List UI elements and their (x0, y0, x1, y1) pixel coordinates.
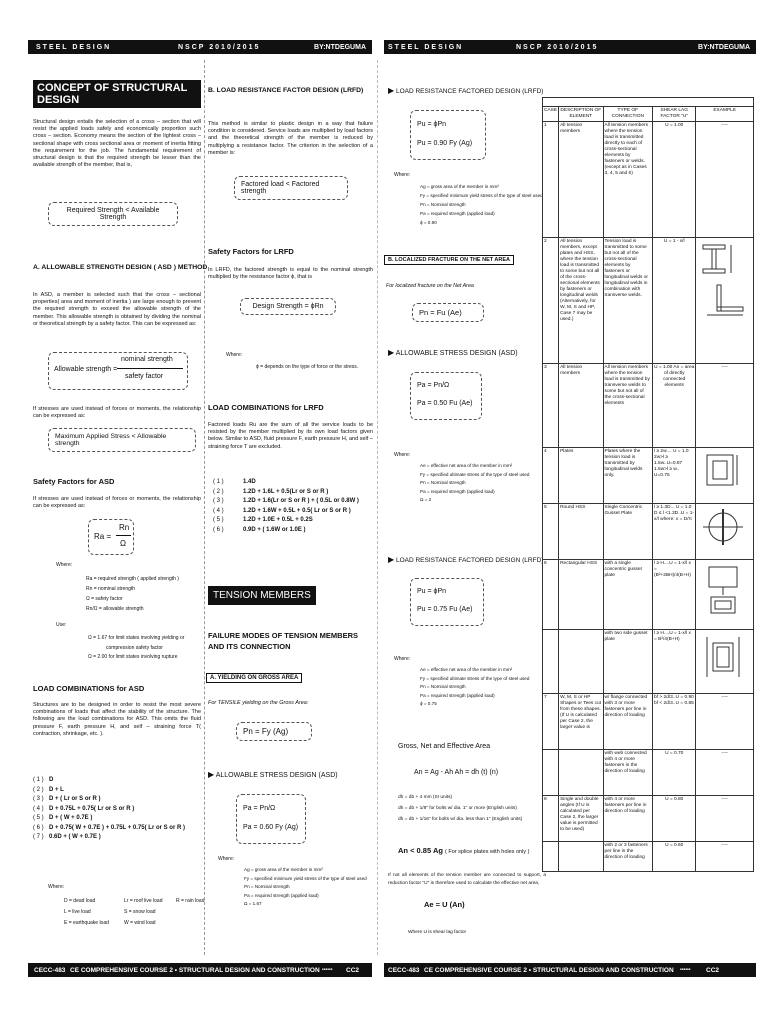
lrfd-combo: ( 4 ) 1.2D + 1.6W + 0.5L + 0.5( Lr or S or R ) (213, 507, 351, 514)
table-row (543, 750, 754, 796)
table-cell: 6 (543, 560, 559, 630)
loads-where: Where: (48, 884, 65, 890)
where-item: Rn = nominal strength (86, 586, 136, 592)
pu3-where-item: Fy = specified ultimate stress of the type of steel used (420, 675, 530, 681)
yield-text: For TENSILE yielding on the Gross Area: (208, 700, 309, 706)
lc-asd-text: Structures are to be designed in order to resist the most severe combinations of loads that affect the stability of the structure. The following are the load combinations for ASD. This omits the fluid pressure F, earth pressure H, and self – straining force T( contraction, shrinkage, etc. ). (33, 702, 201, 737)
table-cell: U = 0.80 (653, 796, 696, 842)
footer-dots: •••••• (322, 967, 333, 973)
gross-net-title: Gross, Net and Effective Area (398, 743, 491, 750)
fraction-bar (116, 535, 131, 536)
load-legend-item (176, 907, 216, 918)
table-row (543, 504, 754, 560)
fracture-tag: B. LOCALIZED FRACTURE ON THE NET AREA (384, 255, 514, 265)
shear-lag-table (542, 97, 754, 872)
pu-formula: Pu = 0.90 Fy (Ag) (417, 140, 473, 147)
where-label: Where: (56, 562, 73, 568)
table-cell: with 4 or more fasteners per line in direction of loading (603, 796, 653, 842)
pa3-where-list (420, 462, 529, 505)
table-cell: 4 (543, 448, 559, 504)
load-legend-item (176, 918, 216, 929)
an-limit-note: ( For splice plates with holes only ) (445, 849, 530, 855)
ra-denominator: Ω (120, 539, 126, 548)
allowable-lhs: Allowable strength = (54, 366, 118, 373)
table-cell: 2 (543, 238, 559, 364)
footer-course: CE COMPREHENSIVE COURSE 2 • STRUCTURAL DESIGN AND CONSTRUCTION (70, 966, 320, 974)
ra-numerator: Rn (119, 523, 130, 532)
pa-where-item: Ω = 1.67 (244, 901, 262, 906)
load-legend-item: E = earthquake load (64, 920, 109, 926)
table-header: SHEAR LAG FACTOR "U" (653, 107, 696, 122)
table-cell: All tension members (559, 122, 603, 238)
pu-where-item: Fy = specified minimum yield stress of the type of steel used (420, 193, 543, 198)
allowable-denominator: safety factor (125, 373, 164, 380)
asd-combo-list (33, 776, 208, 843)
ra-lhs: Ra = (94, 532, 112, 541)
table-row (543, 448, 754, 504)
ds-where: Where: (226, 352, 243, 358)
table-cell: Single and double angles (If U is calculated per Case 2, the larger value is permitted to be used) (559, 796, 603, 842)
page-header (28, 40, 372, 54)
round-hss-figure (697, 505, 749, 549)
pa-formula-box (236, 794, 306, 844)
required-strength-formula: Required Strength < Available Strength (48, 202, 178, 226)
use-item: compression safety factor (106, 644, 163, 651)
table-header: CASE (543, 107, 559, 122)
table-cell: Rectangular HSS (559, 560, 603, 630)
table-row (543, 364, 754, 448)
footer-tag: CC2 (706, 966, 720, 974)
table-cell: 3 (543, 364, 559, 448)
fraction-bar (117, 368, 183, 369)
table-cell: l ≥ H....U = 1-x/l x = (B²+2BH)/4(B+H) (653, 560, 696, 630)
fracture-text: For localized fracture on the Net Area (386, 283, 474, 289)
pu-where: Where: (394, 172, 411, 178)
page-header (384, 40, 756, 54)
pa-formula: Pa = 0.60 Fy (Ag) (243, 824, 299, 831)
arrow-icon: ▶ (388, 348, 395, 357)
pu-formula: Pu = 0.75 Fu (Ae) (417, 606, 473, 613)
table-cell: ---- (696, 364, 754, 448)
table-row (543, 842, 754, 872)
table-cell: 7 (543, 694, 559, 750)
pu-formula: Pu = ϕPn (417, 588, 447, 595)
table-cell: U = 1.00 An = area of directly connected elements (653, 364, 696, 448)
asd-combo: ( 3 ) D + ( Lr or S or R ) (33, 796, 101, 802)
lrfd-text: This method is similar to plastic design in a way that failure condition is considered. Service loads are multiplied by load factors and the theoretical strength of the member is reduced by multiplying a resistance factor. The criterion in the selection of a member is: (208, 121, 373, 156)
concept-title: CONCEPT OF STRUCTURAL DESIGN (33, 80, 201, 108)
table-cell (696, 448, 754, 504)
pu3-where-item: Pn = Nominal strength (420, 684, 466, 690)
table-cell: with a single concentric gusset plate (603, 560, 653, 630)
table-cell: All tension members where the tension load is transmitted by transverse welds to some but not all of the cross-sectional elements (603, 364, 653, 448)
allowable-strength-formula (48, 352, 188, 390)
table-cell: with two side gusset plate (603, 630, 653, 694)
sf-lrfd-title: Safety Factors for LRFD (208, 247, 294, 256)
lrfd-yield-title: ▶ LOAD RESISTANCE FACTORED DESIGN (LRFD) (388, 86, 544, 95)
arrow-icon: ▶ (388, 555, 395, 564)
table-cell: w/ flange connected with 3 or more fasteners per line in direction of loading (603, 694, 653, 750)
pa3-where-item: Pa = required strength (applied load) (420, 488, 495, 494)
pa3-where-item: Ω = 2 (420, 497, 432, 503)
load-legend (64, 896, 214, 929)
table-cell: All tension members (559, 364, 603, 448)
stress-text: If stresses are used instead of forces or moments, the relationship can be expressed as: (33, 406, 201, 420)
lc-asd-title: LOAD COMBINATIONS for ASD (33, 684, 145, 693)
table-cell: U = 1 - x/l (653, 238, 696, 364)
table-cell: All tension members where the tension load is transmitted directly to each of cross-sectional elements by fasteners or welds. (except as in Cases 3, 4, 5 and 6) (603, 122, 653, 238)
factored-load-formula: Factored load < Factored strength (234, 176, 348, 200)
load-legend-item: S = snow load (124, 909, 156, 915)
asd-fracture-title: ▶ ALLOWABLE STRESS DESIGN (ASD) (388, 348, 518, 357)
table-header: EXAMPLE (696, 107, 754, 122)
load-legend-item: Lr = roof live load (124, 898, 163, 904)
table-cell (543, 630, 559, 694)
table-cell: 1 (543, 122, 559, 238)
pa-formula: Pa = 0.50 Fu (Ae) (417, 400, 473, 407)
lrfd-combo: ( 3 ) 1.2D + 1.6(Lr or S or R ) + ( 0.5L or 0.8W ) (213, 498, 359, 504)
ae-formula: Ae = U (An) (424, 900, 465, 909)
arrow-icon: ▶ (388, 86, 395, 95)
pu-formula: Pu = ϕPn (417, 121, 447, 128)
pa-formula: Pa = Pn/Ω (243, 805, 276, 812)
table-cell (696, 238, 754, 364)
use-item: Ω = 2.00 for limit states involving rupture (88, 654, 178, 660)
asd-combo: ( 2 ) D + L (33, 786, 64, 793)
table-cell: Round HSS (559, 504, 603, 560)
dh-list (398, 792, 522, 825)
use-list (88, 634, 184, 663)
lrfd-combo-list (213, 478, 373, 535)
concept-text: Structural design entails the selection of a cross – section that will resist the applied loads safely and economically proportion such cross – section. Economy means the section of the lightest cross – sectional shape with cross sectional area or moment of inertia fitting the requirement for the job. The fundamental requirement of structural design is that the required strength be lesser than the available strength of the member, that is, (33, 119, 201, 169)
pa-fracture-box (410, 372, 482, 420)
pa-formula: Pa = Pn/Ω (417, 382, 450, 389)
table-cell (543, 842, 559, 872)
ra-formula (88, 519, 134, 555)
lrfd-fracture-title: ▶ LOAD RESISTANCE FACTORED DESIGN (LRFD) (388, 555, 544, 564)
table-cell: Tension load is transmitted to some but not all of the cross-sectional elements by fasteners or longitudinal welds or longitudinal welds in combination with transverse welds. (603, 238, 653, 364)
tension-members-title: TENSION MEMBERS (208, 586, 316, 605)
table-cell: bf > 2d/3..U = 0.90 bf < 2d/3..U = 0.85 (653, 694, 696, 750)
pa3-where-item: Ae = effective net area of the member in mm² (420, 463, 513, 468)
pn-formula: Pn = Fy (Ag) (236, 722, 312, 741)
footer-tag: CC2 (346, 966, 360, 974)
yield-tag: A. YIELDING ON GROSS AREA (206, 673, 302, 683)
pa3-where: Where: (394, 452, 411, 458)
load-legend-item: R = rain load (176, 898, 205, 904)
asd-title: A. ALLOWABLE STRENGTH DESIGN ( ASD ) METHOD (33, 264, 208, 271)
pa-where: Where: (218, 856, 235, 862)
table-header: TYPE OF CONNECTION (603, 107, 653, 122)
table-cell: 8 (543, 796, 559, 842)
table-cell: Plates (559, 448, 603, 504)
where-item: Ra = required strength ( applied strength ) (86, 576, 179, 582)
ae-where: Where U is shear lag factor (408, 930, 467, 935)
footer-course: CE COMPREHENSIVE COURSE 2 • STRUCTURAL DESIGN AND CONSTRUCTION (424, 966, 674, 974)
load-legend-item: L = live load (64, 909, 91, 915)
right-page (384, 0, 768, 1024)
header-subject: STEEL DESIGN (36, 43, 112, 51)
load-legend-item: D = dead load (64, 898, 96, 904)
design-strength-formula: Design Strength = ϕRn (240, 298, 336, 315)
failure-modes-title: FAILURE MODES OF TENSION MEMBERS AND ITS CONNECTION (208, 631, 359, 651)
pu-formula-box (410, 110, 486, 160)
pu-where-item: Ag = gross area of the member in mm² (420, 184, 499, 189)
table-cell: U = 0.60 (653, 842, 696, 872)
pu3-where-item: ϕ = 0.75 (420, 701, 437, 707)
header-author: BY:NTDEGUMA (698, 43, 750, 51)
table-cell: U = 1.00 (653, 122, 696, 238)
ae-text: If not all elements of the tension member are connected to support, a reduction factor "U" is therefore used to calculate the effective net area, (388, 873, 546, 886)
asd-text: In ASD, a member is selected such that the cross – sectional properties( area and moment of inertia ) are large enough to prevent the required strength to exceed the allowable strength of the member. This allowable strength is obtained by dividing the nominal or theoretical strength by a safety factor. This can be expressed as: (33, 292, 201, 327)
sf-lrfd-text: In LRFD, the factored strength is equal to the nominal strength multiplied by the resistance factor ϕ, that is (208, 267, 373, 281)
pu-where-item: ϕ = 0.90 (420, 220, 437, 225)
pa-where-item: Fy = specified minimum yield stress of the type of steel used (244, 875, 367, 881)
lrfd-combo: ( 1 ) 1.4D (213, 479, 256, 485)
dh-item: dh = db + 1/8" for bolts w/ dia. 1" or more (English units) (398, 806, 517, 811)
table-cell: with web connected with 4 or more fasteners in the direction of loading (603, 750, 653, 796)
table-cell (559, 630, 603, 694)
table-row (543, 630, 754, 694)
pu-where-item: Pn = Nominal strength (420, 202, 466, 207)
tee-section-figure (697, 239, 749, 319)
pa-where-item: Pa = required strength (applied load) (244, 892, 319, 898)
table-cell: with 2 or 3 fasteners per line in the direction of loading (603, 842, 653, 872)
table-cell: All tension members, except plates and HSS, where the tension load is transmitted to some but not all of the cross-sectional elements by fasteners or longitudinal welds (Alternatively, for W, M, S and HP, Case 7 may be used.) (559, 238, 603, 364)
asd-combo: ( 6 ) D + 0.75( W + 0.7E ) + 0.75L + 0.75( Lr or S or R ) (33, 824, 185, 831)
asd-yield-title: ▶ ALLOWABLE STRESS DESIGN (ASD) (208, 770, 338, 779)
pa-where-item: Pn = Nominal strength (244, 884, 290, 889)
load-legend-item: W = wind load (124, 920, 156, 926)
table-row (543, 796, 754, 842)
column-divider (204, 60, 205, 955)
table-cell (696, 504, 754, 560)
dh-item: dh = db + 1/16" for bolts w/ dia. less than 1" (English units) (398, 817, 523, 822)
pu3-where-item: Ae = effective net area of the member in mm² (420, 667, 513, 672)
table-cell: ---- (696, 122, 754, 238)
max-stress-formula: Maximum Applied Stress < Allowable strength (48, 428, 196, 452)
footer-code: CECC-483 (34, 966, 66, 974)
plate-figure (697, 449, 749, 493)
pa-where-item: Ag = gross area of the member in mm² (244, 867, 323, 872)
pa3-where-item: Fy = specified ultimate stress of the type of steel used (420, 471, 530, 477)
lc-lrfd-title: LOAD COMBINATIONS for LRFD (208, 403, 324, 412)
table-cell (696, 560, 754, 630)
table-cell: l ≥ H....U = 1-x/l x = B²/4(B+H) (653, 630, 696, 694)
pu3-where-item: Pa = required strength (applied load) (420, 692, 495, 698)
pu3-where-list (420, 666, 529, 709)
an-limit: An < 0.85 Ag (398, 846, 443, 855)
two-gusset-figure (697, 631, 749, 683)
table-cell (543, 750, 559, 796)
an-formula: An = Ag - Ah Ah = dh (t) (n) (414, 769, 499, 776)
pn-fu-formula: Pn = Fu (Ae) (412, 303, 484, 322)
table-cell: W, M, S or HP Shapes or Tees cut from these shapes. (If U is calculated per Case 2, the larger value is (559, 694, 603, 750)
table-cell: Single Concentric Gusset Plate (603, 504, 653, 560)
rect-hss-figure (697, 561, 749, 619)
table-header: DESCRIPTION OF ELEMENT (559, 107, 603, 122)
footer-code: CECC-483 (388, 966, 420, 974)
lrfd-combo: ( 6 ) 0.9D + ( 1.6W or 1.0E ) (213, 526, 306, 533)
sf-asd-text: If stresses are used instead of forces or moments, the relationship can be expressed as: (33, 496, 201, 510)
page-footer (28, 963, 372, 977)
page-footer (384, 963, 756, 977)
table-cell: 5 (543, 504, 559, 560)
header-code: NSCP 2010/2015 (178, 43, 261, 51)
page-divider (377, 60, 378, 955)
where-item: Rn/Ω = allowable strength (86, 606, 144, 612)
table-cell: U = 0.70 (653, 750, 696, 796)
header-author: BY:NTDEGUMA (314, 43, 366, 51)
table-row (543, 560, 754, 630)
sf-asd-title: Safety Factors for ASD (33, 477, 115, 486)
table-cell: Plates where the tension load is transmitted by longitudinal welds only. (603, 448, 653, 504)
asd-combo: ( 7 ) 0.6D + ( W + 0.7E ) (33, 834, 101, 840)
header-subject: STEEL DESIGN (388, 43, 464, 51)
allowable-numerator: nominal strength (121, 356, 173, 363)
pa-where-list (244, 866, 367, 909)
pa3-where-item: Pn = Nominal strength (420, 480, 466, 486)
dh-item: dh = db + 4 mm (SI units) (398, 795, 453, 800)
where-item: Ω = safety factor (86, 596, 123, 602)
pu-where-list (420, 182, 543, 227)
table-header-row (543, 107, 754, 122)
lrfd-combo: ( 2 ) 1.2D + 1.6L + 0.5(Lr or S or R ) (213, 488, 329, 495)
table-cell: l ≥ 1.3D... U = 1.0 D ≤ l <1.3D..U = 1-x/l where: x = D/π (653, 504, 696, 560)
table-cell: ---- (696, 694, 754, 750)
arrow-icon: ▶ (208, 770, 215, 779)
ds-where-item: ϕ = depends on the type of force or the stress. (256, 364, 359, 370)
lrfd-title: B. LOAD RESISTANCE FACTOR DESIGN (LRFD) (208, 87, 364, 94)
pu-where-item: Pa = required strength (applied load) (420, 211, 495, 216)
an-limit-row (398, 846, 529, 857)
where-list (86, 574, 179, 614)
table-row (543, 238, 754, 364)
header-code: NSCP 2010/2015 (516, 43, 599, 51)
asd-combo: ( 4 ) D + 0.75L + 0.75( Lr or S or R ) (33, 805, 135, 812)
use-item: Ω = 1.67 for limit states involving yielding or (88, 635, 185, 641)
pu3-where: Where: (394, 656, 411, 662)
table-cell (559, 750, 603, 796)
lc-lrfd-text: Factored loads Ru are the sum of all the service loads to be resisted by the member multiplied by its own load factors given below. Similar to ASD, fluid pressure F, earth pressure H, and self – straining force T are excluded. (208, 422, 373, 450)
table-cell (559, 842, 603, 872)
table-title: SHEAR LAG FACTORS for Connections to TENSION MEMBERS (543, 98, 754, 107)
table-cell: ---- (696, 796, 754, 842)
pu-fracture-box (410, 578, 484, 626)
lrfd-combo: ( 5 ) 1.2D + 1.0E + 0.5L + 0.2S (213, 517, 313, 523)
asd-combo: ( 1 ) D (33, 777, 54, 783)
table-row (543, 122, 754, 238)
asd-combo: ( 5 ) D + ( W + 0.7E ) (33, 815, 93, 821)
table-row (543, 694, 754, 750)
table-cell: l ≥ 2w.... U = 1.0 2w>l ≥ 1.5w..U=0.87 1.5w>l ≥ w.. U=0.75 (653, 448, 696, 504)
use-label: Use: (56, 622, 67, 628)
footer-dots: •••••• (680, 967, 691, 973)
table-cell (696, 630, 754, 694)
table-cell: ---- (696, 750, 754, 796)
table-cell: ---- (696, 842, 754, 872)
